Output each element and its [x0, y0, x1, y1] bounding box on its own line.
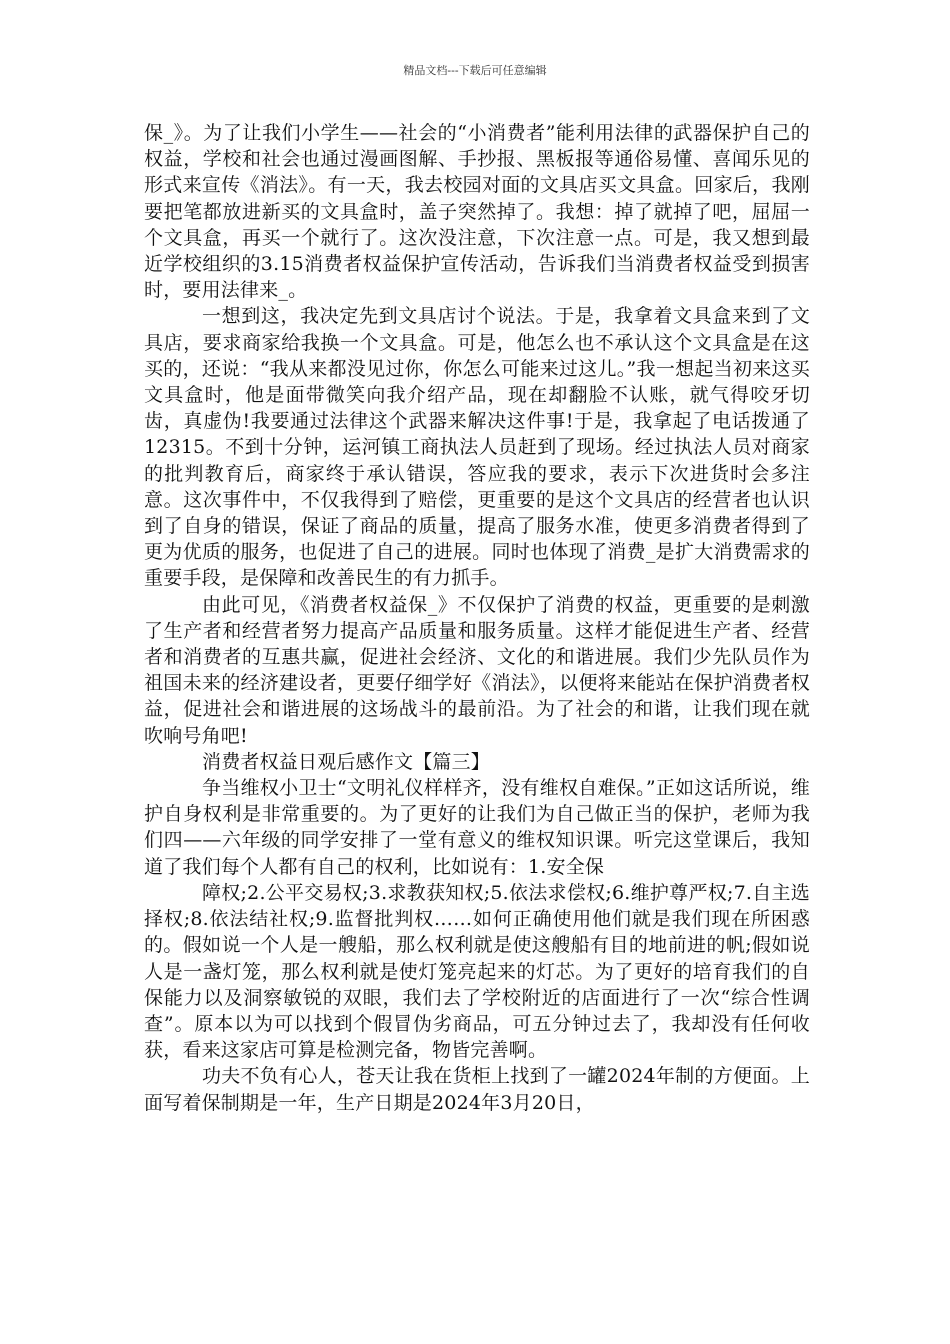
paragraph-2: 一想到这，我决定先到文具店讨个说法。于是，我拿着文具盒来到了文具店，要求商家给我换一个文具盒。可是，他怎么也不承认这个文具盒是在这买的，还说：“我从来都没见过你，你怎么可能来过这儿。”我一想起当初来这买文具盒时，他是面带微笑向我介绍产品，现在却翻脸不认账，就气得咬牙切齿，真虚伪!我要通过法律这个武器来解决这件事!于是，我拿起了电话拨通了12315。不到十分钟，运河镇工商执法人员赶到了现场。经过执法人员对商家的批判教育后，商家终于承认错误，答应我的要求，表示下次进货时会多注意。这次事件中，不仅我得到了赔偿，更重要的是这个文具店的经营者也认识到了自身的错误，保证了商品的质量，提高了服务水准，使更多消费者得到了更为优质的服务，也促进了自己的进展。同时也体现了消费_是扩大消费需求的重要手段，是保障和改善民生的有力抓手。 [144, 305, 810, 590]
paragraph-4: 争当维权小卫士“文明礼仪样样齐，没有维权自难保。”正如这话所说，维护自身权利是非常重要的。为了更好的让我们为自己做正当的保护，老师为我们四——六年级的同学安排了一堂有意义的维权知识课。听完这堂课后，我知道了我们每个人都有自己的权利，比如说有：1.安全保 [144, 777, 810, 878]
paragraph-5: 障权;2.公平交易权;3.求教获知权;5.依法求偿权;6.维护尊严权;7.自主选择权;8.依法结社权;9.监督批判权……如何正确使用他们就是我们现在所困惑的。假如说一个人是一艘船，那么权利就是使这艘船有目的地前进的帆;假如说人是一盏灯笼，那么权利就是使灯笼亮起来的灯芯。为了更好的培育我们的自保能力以及洞察敏锐的双眼，我们去了学校附近的店面进行了一次“综合性调查”。原本以为可以找到个假冒伪劣商品，可五分钟过去了，我却没有任何收获，看来这家店可算是检测完备，物皆完善啊。 [144, 881, 810, 1062]
paragraph-3: 由此可见，《消费者权益保_》不仅保护了消费的权益，更重要的是刺激了生产者和经营者努力提高产品质量和服务质量。这样才能促进生产者、经营者和消费者的互惠共赢，促进社会经济、文化的和谐进展。我们少先队员作为祖国未来的经济建设者，更要仔细学好《消法》，以便将来能站在保护消费者权益，促进社会和谐进展的这场战斗的最前沿。为了社会的和谐，让我们现在就吹响号角吧! [144, 593, 810, 747]
paragraph-6: 功夫不负有心人，苍天让我在货柜上找到了一罐2024年制的方便面。上面写着保制期是一年，生产日期是2024年3月20日， [144, 1065, 810, 1114]
section-heading: 消费者权益日观后感作文【篇三】 [202, 750, 491, 773]
page-header: 精品文档---下载后可任意编辑 [403, 64, 547, 77]
document-body [144, 120, 810, 1116]
paragraph-1: 保_》。为了让我们小学生——社会的“小消费者”能利用法律的武器保护自己的权益，学校和社会也通过漫画图解、手抄报、黑板报等通俗易懂、喜闻乐见的形式来宣传《消法》。有一天，我去校园对面的文具店买文具盒。回家后，我刚要把笔都放进新买的文具盒时，盖子突然掉了。我想：掉了就掉了吧，屈屈一个文具盒，再买一个就行了。这次没注意，下次注意一点。可是，我又想到最近学校组织的3.15消费者权益保护宣传活动，告诉我们当消费者权益受到损害时，要用法律来_。 [144, 122, 810, 302]
